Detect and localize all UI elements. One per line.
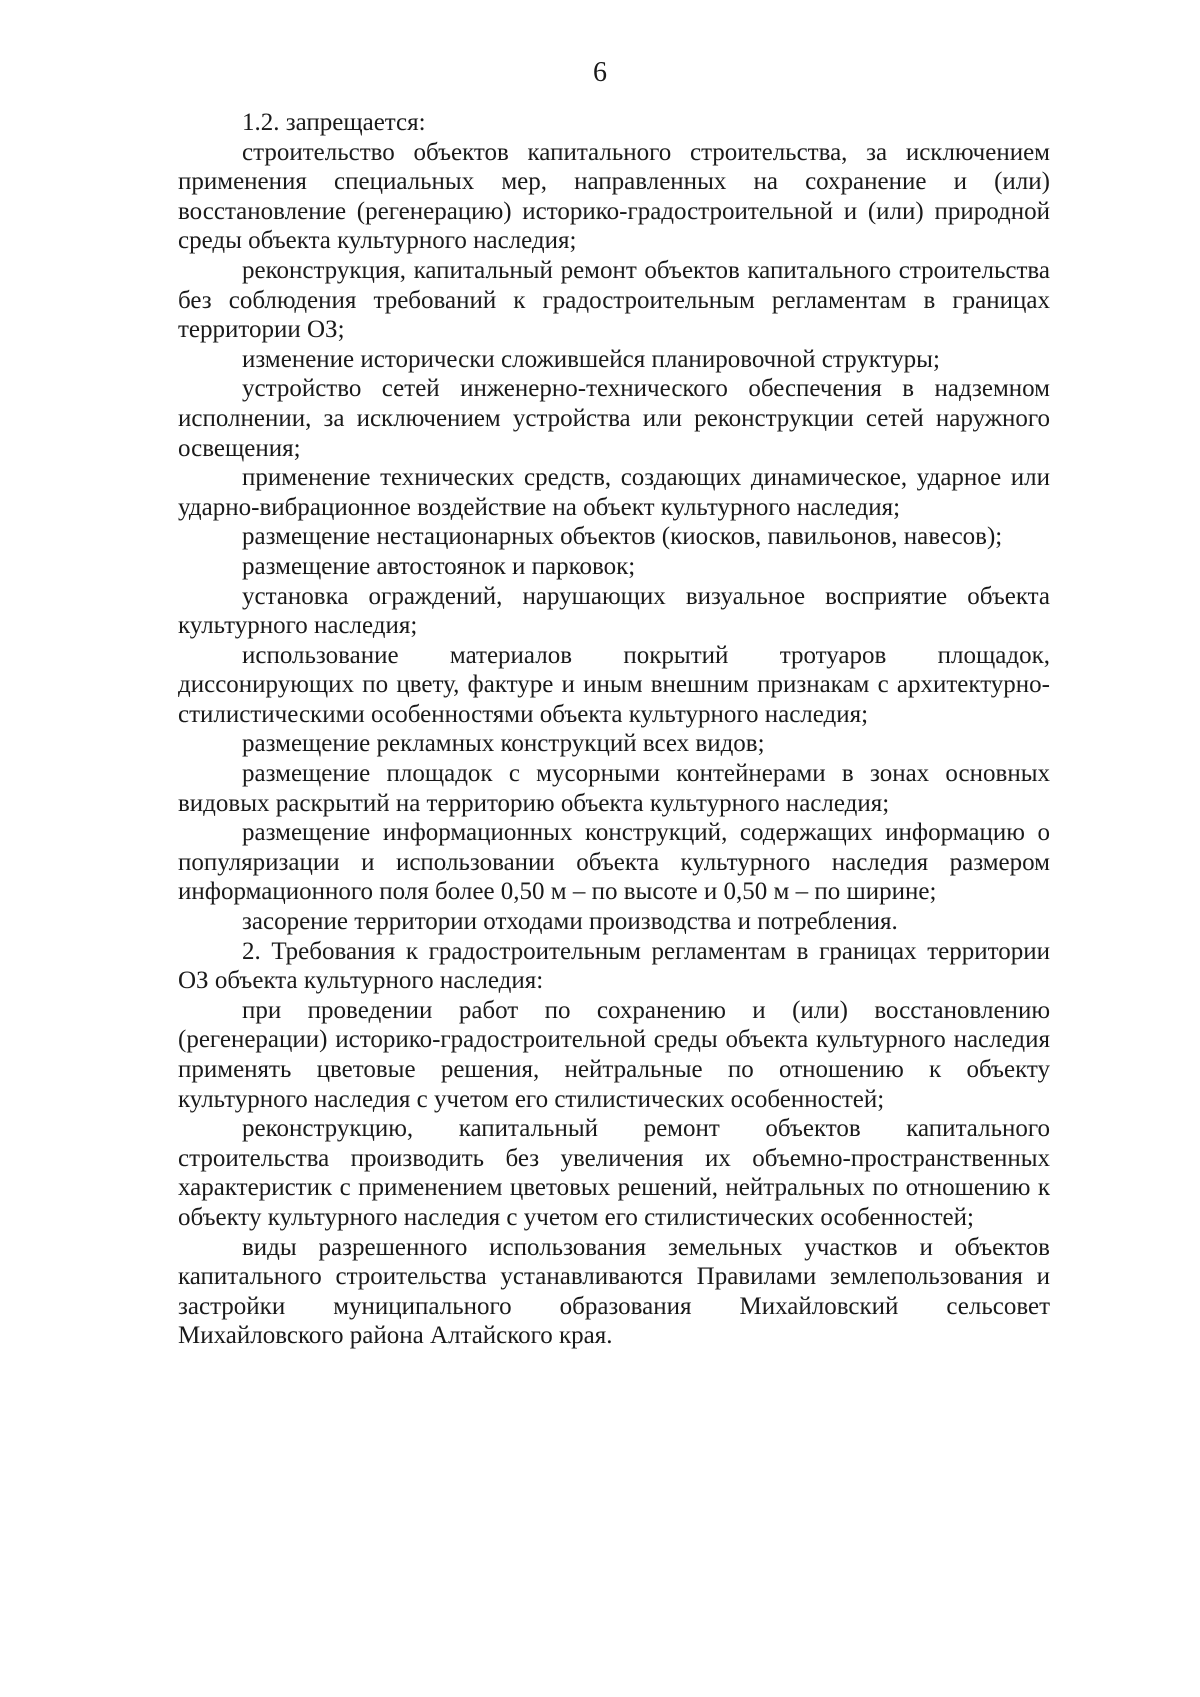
section-heading-2: 2. Требования к градостроительным регламентам в границах территории ОЗ объекта культурного наследия:: [178, 937, 1050, 995]
list-item: размещение площадок с мусорными контейнерами в зонах основных видовых раскрытий на территорию объекта культурного наследия;: [178, 760, 1050, 817]
list-item: использование материалов покрытий тротуаров площадок, диссонирующих по цвету, фактуре и иным внешним признакам с архитектурно-стилистическими особенностями объекта культурного наследия;: [178, 641, 1050, 728]
document-body: [178, 108, 1050, 1351]
list-item: установка ограждений, нарушающих визуальное восприятие объекта культурного наследия;: [178, 582, 1050, 640]
list-item: реконструкцию, капитальный ремонт объектов капитального строительства производить без увеличения их объемно-пространственных характеристик с применением цветовых решений, нейтральных по отношению к объекту культурного наследия с учетом его стилистических особенностей;: [178, 1115, 1050, 1231]
list-item: размещение информационных конструкций, содержащих информацию о популяризации и использовании объекта культурного наследия размером информационного поля более 0,50 м – по высоте и 0,50 м – по ширине;: [178, 819, 1050, 906]
list-item: реконструкция, капитальный ремонт объектов капитального строительства без соблюдения требований к градостроительным регламентам в границах территории ОЗ;: [178, 256, 1050, 344]
list-item: виды разрешенного использования земельных участков и объектов капитального строительства устанавливаются Правилами землепользования и застройки муниципального образования Михайловский сельсовет Михайловского района Алтайского края.: [178, 1233, 1050, 1350]
list-item: применение технических средств, создающих динамическое, ударное или ударно-вибрационное воздействие на объект культурного наследия;: [178, 464, 1050, 521]
list-item: засорение территории отходами производства и потребления.: [242, 908, 898, 936]
list-item: размещение автостоянок и парковок;: [242, 552, 636, 580]
section-heading-1-2: 1.2. запрещается:: [242, 109, 426, 136]
list-item: при проведении работ по сохранению и (или) восстановлению (регенерации) историко-градостроительной среды объекта культурного наследия применять цветовые решения, нейтральные по отношению к объекту культурного наследия с учетом его стилистических особенностей;: [178, 996, 1050, 1113]
list-item: размещение нестационарных объектов (киосков, павильонов, навесов);: [242, 523, 1003, 551]
page-number: 6: [593, 57, 607, 88]
list-item: строительство объектов капитального строительства, за исключением применения специальных мер, направленных на сохранение и (или) восстановление (регенерацию) историко-градостроительной и (или) природной среды объекта культурного наследия;: [178, 138, 1050, 255]
list-item: размещение рекламных конструкций всех видов;: [242, 730, 765, 758]
list-item: изменение исторически сложившейся планировочной структуры;: [242, 345, 940, 373]
list-item: устройство сетей инженерно-технического обеспечения в надземном исполнении, за исключением устройства или реконструкции сетей наружного освещения;: [178, 375, 1050, 462]
